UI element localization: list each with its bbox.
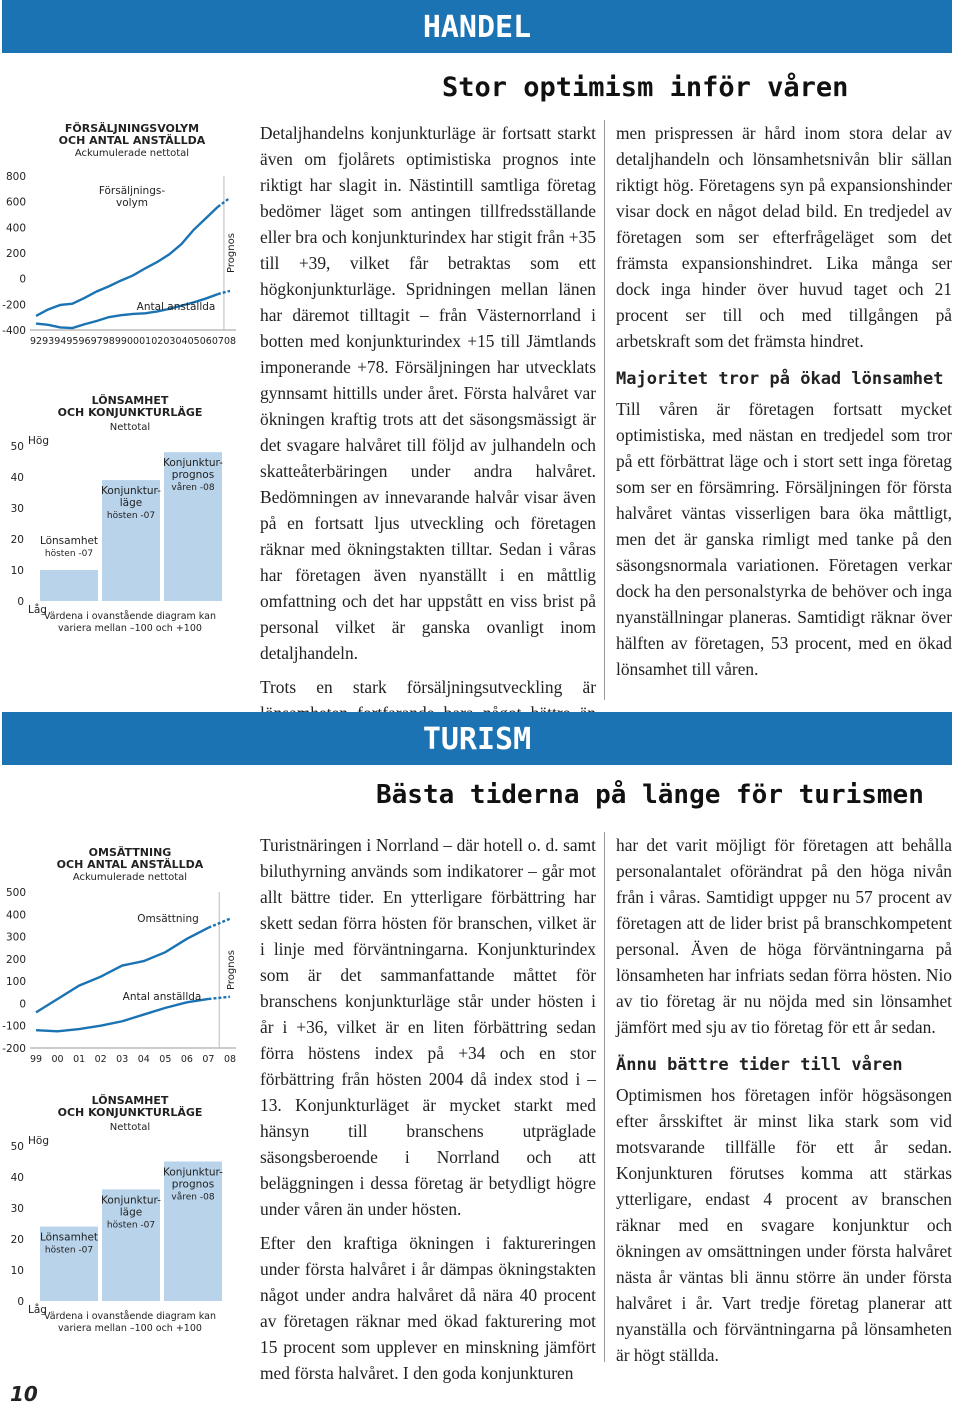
chart-lonsamhet-turism bbox=[0, 1090, 250, 1345]
turism-paragraph: har det varit möjligt för företagen att behålla personalantalet oförändrat på den höga nivån från i våras. Samtidigt uppger nu 57 procent av företagen att de lider brist på branschkompetent personal. Även de höga förväntningarna på lönsamheten har infriats sedan förra hösten. Nio av tio företag är nu nöjda med sin lönsamhet jämfört med sju av tio företag för ett år sedan. bbox=[616, 835, 952, 1037]
x-tick-label: 05 bbox=[159, 1054, 172, 1065]
bar-label: Lönsamhet bbox=[39, 1231, 99, 1244]
series-line bbox=[36, 999, 208, 1031]
chart-subtitle: Nettotal bbox=[109, 1122, 151, 1133]
series-label: Antal anställda bbox=[122, 991, 202, 1003]
chart-note: Värdena i ovanstående diagram kan bbox=[44, 1311, 216, 1322]
bar-label: Konjunktur- bbox=[163, 1166, 223, 1179]
x-tick-label: 96 bbox=[78, 336, 91, 347]
bar-sublabel: hösten -07 bbox=[106, 1220, 156, 1231]
series-label: Omsättning bbox=[137, 913, 199, 925]
turism-paragraph: Turistnäringen i Norrland – där hotell o. d. samt biluthyrning används som indikatorer – går mot allt bättre tider. En ytterligare förbättring har skett sedan förra hösten för branschen, vilket är i linje med förväntningarna. Konjunkturindex som är det sammanfattande måttet för branschens konjunkturläge står under hösten i år i +36, vilket är en liten förbättring sedan förra höstens index på +34 och en stor förbättring från hösten 2004 då index stod i –13. Konjunkturläget är mycket starkt med hänsyn till branschens utpräglade säsongsberoende i Norrland och att beläggningen i dessa företag är betydligt högre under våren än under hösten. bbox=[260, 835, 596, 1219]
turism-headline: Bästa tiderna på länge för turismen bbox=[376, 780, 924, 810]
y-tick-label: 600 bbox=[5, 196, 26, 209]
handel-paragraph: Till våren är företagen fortsatt mycket optimistiska, med nästan en tredjedel som tror på ett förbättrat läge och i stort sett inga företag som ser en försämring. Försäljningen för första halvåret väntas visserligen bara öka måttligt, men det är ganska rimligt med tanke på den säsongsnormala variationen. Företagen verkar dock ha den personalstyrka de behöver och inga nyanställningar planeras. Samtidigt räknar över hälften av företagen, 53 procent, med en ökad lönsamhet till våren. bbox=[616, 399, 952, 679]
y-tick-label: 50 bbox=[10, 1141, 24, 1153]
y-tick-label: 400 bbox=[5, 909, 26, 922]
x-tick-label: 06 bbox=[199, 336, 212, 347]
x-tick-label: 08 bbox=[223, 1054, 237, 1065]
chart-subtitle: Ackumulerade nettotal bbox=[72, 872, 188, 883]
turism-paragraph: Efter den kraftiga ökningen i faktureringen under första halvåret i år dämpas ökningstakten något under andra halvåret då nära 40 procent av företagen räknar med ökad fakturering mot 15 procent som upplever en minskning jämfört med första halvåret. I den goda konjunkturen bbox=[260, 1233, 596, 1383]
x-tick-label: 03 bbox=[116, 1054, 129, 1065]
bar-sublabel: hösten -07 bbox=[106, 511, 156, 522]
x-tick-label: 02 bbox=[151, 336, 164, 347]
handel-paragraph: Detaljhandelns konjunkturläge är fortsatt starkt även om fjolårets optimistiska prognos inte riktigt har slagit in. Nästintill samtliga företag bedömer läget som antingen tillfredsställande eller bra och konjunkturindex har stigit från +35 till +39, vilket får betraktas som ett högkonjunkturläge. Spridningen mellan länen har däremot tilltagit – från Västernorrland i botten med konjunkturindex +15 till Jämtlands imponerande +78. Försäljningen har utvecklats gynnsamt hittills under året. Första halvåret var ökningen kraftig trots att det säsongsmässigt är det svagare halvåret till följd av julhandeln och skatteåterbäringen under andra halvåret. Bedömningen av innevarande halvår visar även på en fortsatt ljus utveckling och företagen räknar med ökningstakten tilltar. Sedan i våras har företagen även nyanställt i en måttlig omfattning och det har uppstått en viss brist på personal vilket är ganska ovanligt inom detaljhandeln. bbox=[260, 123, 596, 663]
y-tick-label: 300 bbox=[5, 931, 26, 944]
bar-label: Konjunktur- bbox=[163, 457, 223, 470]
handel-column-1 bbox=[260, 120, 596, 760]
prognos-label: Prognos bbox=[226, 950, 237, 990]
y-tick-label: 40 bbox=[10, 1172, 24, 1184]
y-tick-label: 30 bbox=[10, 1203, 24, 1215]
y-tick-label: 40 bbox=[10, 472, 24, 484]
turism-banner bbox=[2, 712, 952, 765]
turism-section-title: TURISM bbox=[422, 722, 532, 757]
chart-title: LÖNSAMHET bbox=[91, 394, 169, 407]
handel-subhead: Majoritet tror på ökad lönsamhet bbox=[616, 369, 944, 389]
bar-sublabel: våren -08 bbox=[171, 1192, 215, 1203]
x-tick-label: 95 bbox=[66, 336, 79, 347]
y-tick-label: 30 bbox=[10, 503, 24, 515]
high-label: Hög bbox=[28, 1135, 49, 1147]
series-forecast-line bbox=[218, 291, 230, 294]
bar-label: Konjunktur- bbox=[101, 485, 161, 498]
x-tick-label: 01 bbox=[139, 336, 152, 347]
y-tick-label: 0 bbox=[17, 1296, 24, 1308]
bar-label: läge bbox=[119, 497, 143, 510]
turism-column-1 bbox=[260, 832, 596, 1394]
turism-subhead: Ännu bättre tider till våren bbox=[616, 1055, 903, 1075]
x-tick-label: 04 bbox=[137, 1054, 150, 1065]
y-tick-label: -400 bbox=[2, 325, 26, 337]
series-line bbox=[36, 207, 218, 316]
y-tick-label: 10 bbox=[10, 565, 24, 577]
chart-title: LÖNSAMHET bbox=[91, 1094, 169, 1107]
chart-title: FÖRSÄLJNINGSVOLYM bbox=[64, 122, 200, 135]
x-tick-label: 03 bbox=[163, 336, 176, 347]
chart-subtitle: Nettotal bbox=[109, 422, 151, 433]
chart-lonsamhet-handel bbox=[0, 390, 250, 645]
chart-title: OCH ANTAL ANSTÄLLDA bbox=[58, 134, 206, 147]
y-tick-label: -200 bbox=[2, 1043, 26, 1055]
y-tick-label: 20 bbox=[10, 534, 24, 546]
x-tick-label: 98 bbox=[102, 336, 115, 347]
y-tick-label: 0 bbox=[19, 273, 26, 286]
y-tick-label: 200 bbox=[5, 953, 26, 966]
chart-title: OCH KONJUNKTURLÄGE bbox=[57, 1106, 203, 1119]
x-tick-label: 00 bbox=[126, 336, 140, 347]
chart-note: Värdena i ovanstående diagram kan bbox=[44, 611, 216, 622]
chart-title: OMSÄTTNING bbox=[88, 846, 172, 859]
x-tick-label: 07 bbox=[202, 1054, 215, 1065]
high-label: Hög bbox=[28, 435, 49, 447]
x-tick-label: 07 bbox=[211, 336, 224, 347]
bar bbox=[40, 570, 98, 601]
chart-forsaljningsvolym bbox=[0, 118, 250, 358]
y-tick-label: 200 bbox=[5, 248, 26, 260]
turism-paragraph: Optimismen hos företagen inför högsäsongen efter årsskiftet är minst lika stark som vid motsvarande tillfälle för ett år sedan. Konjunkturen förutses komma att stärkas ytterligare, endast 4 procent av branschen räknar med en svagare konjunktur och ökningen av omsättningen under första halvåret nästa år väntas bli ännu större än under första halvåret i år. Vart tredje företag planerar att nyanställa och förväntningarna på lönsamheten är högt ställda. bbox=[616, 1085, 952, 1365]
y-tick-label: 100 bbox=[5, 976, 26, 989]
bar-label: prognos bbox=[171, 469, 215, 482]
handel-headline: Stor optimism inför våren bbox=[442, 72, 849, 103]
column-divider bbox=[604, 120, 605, 700]
bar-label: läge bbox=[119, 1206, 143, 1219]
x-tick-label: 05 bbox=[187, 336, 200, 347]
handel-section-title: HANDEL bbox=[422, 10, 532, 45]
chart-subtitle: Ackumulerade nettotal bbox=[74, 148, 190, 159]
chart-note: variera mellan –100 och +100 bbox=[58, 1323, 202, 1334]
x-tick-label: 01 bbox=[73, 1054, 86, 1065]
series-label: Försäljnings- bbox=[98, 185, 166, 197]
x-tick-label: 06 bbox=[180, 1054, 193, 1065]
handel-column-2 bbox=[616, 120, 952, 690]
x-tick-label: 93 bbox=[42, 336, 55, 347]
x-tick-label: 92 bbox=[29, 336, 43, 347]
low-label: Låg bbox=[28, 604, 47, 616]
series-label: volym bbox=[116, 197, 148, 209]
y-tick-label: -200 bbox=[2, 299, 26, 312]
y-tick-label: 0 bbox=[17, 596, 24, 608]
y-tick-label: 0 bbox=[19, 998, 26, 1011]
bar-label: Konjunktur- bbox=[101, 1194, 161, 1207]
y-tick-label: 50 bbox=[10, 441, 24, 453]
series-forecast-line bbox=[208, 997, 230, 999]
bar-sublabel: hösten -07 bbox=[44, 1245, 94, 1256]
x-tick-label: 02 bbox=[94, 1054, 107, 1065]
prognos-label: Prognos bbox=[226, 233, 237, 273]
x-tick-label: 08 bbox=[223, 336, 237, 347]
turism-column-2 bbox=[616, 832, 952, 1376]
x-tick-label: 97 bbox=[90, 336, 103, 347]
page-number: 10 bbox=[10, 1382, 38, 1406]
chart-title: OCH KONJUNKTURLÄGE bbox=[57, 406, 203, 419]
chart-title: OCH ANTAL ANSTÄLLDA bbox=[56, 858, 204, 871]
handel-paragraph: Trots en stark försäljningsutveckling är bbox=[260, 677, 596, 697]
bar-label: prognos bbox=[171, 1178, 215, 1191]
y-tick-label: 10 bbox=[10, 1265, 24, 1277]
chart-note: variera mellan –100 och +100 bbox=[58, 623, 202, 634]
y-tick-label: 400 bbox=[5, 222, 26, 235]
bar-sublabel: våren -08 bbox=[171, 483, 215, 494]
y-tick-label: 20 bbox=[10, 1234, 24, 1246]
handel-paragraph: men prispressen är hård inom stora delar av detaljhandeln och lönsamhetsnivån blir sällan riktigt hög. Företagens syn på expansionshinder visar dock en något delad bild. En tredjedel av företagen som ser efterfrågeläget som det främsta expansionshindret. Lika många ser dock inga hinder över huvud taget och 21 procent ser till och med tillgången på arbetskraft som det främsta hindret. bbox=[616, 123, 952, 351]
series-label: Antal anställda bbox=[136, 301, 216, 313]
x-tick-label: 99 bbox=[114, 336, 127, 347]
column-divider bbox=[604, 832, 605, 1362]
y-tick-label: 800 bbox=[5, 171, 26, 183]
handel-banner bbox=[2, 0, 952, 53]
x-tick-label: 99 bbox=[29, 1054, 43, 1065]
x-tick-label: 04 bbox=[175, 336, 188, 347]
x-tick-label: 94 bbox=[54, 336, 67, 347]
bar-sublabel: hösten -07 bbox=[44, 549, 94, 559]
chart-omsattning bbox=[0, 842, 250, 1074]
low-label: Låg bbox=[28, 1304, 47, 1316]
x-tick-label: 00 bbox=[51, 1054, 64, 1065]
bar-label: Lönsamhet bbox=[39, 535, 99, 547]
y-tick-label: -100 bbox=[2, 1020, 26, 1033]
y-tick-label: 500 bbox=[5, 887, 26, 899]
